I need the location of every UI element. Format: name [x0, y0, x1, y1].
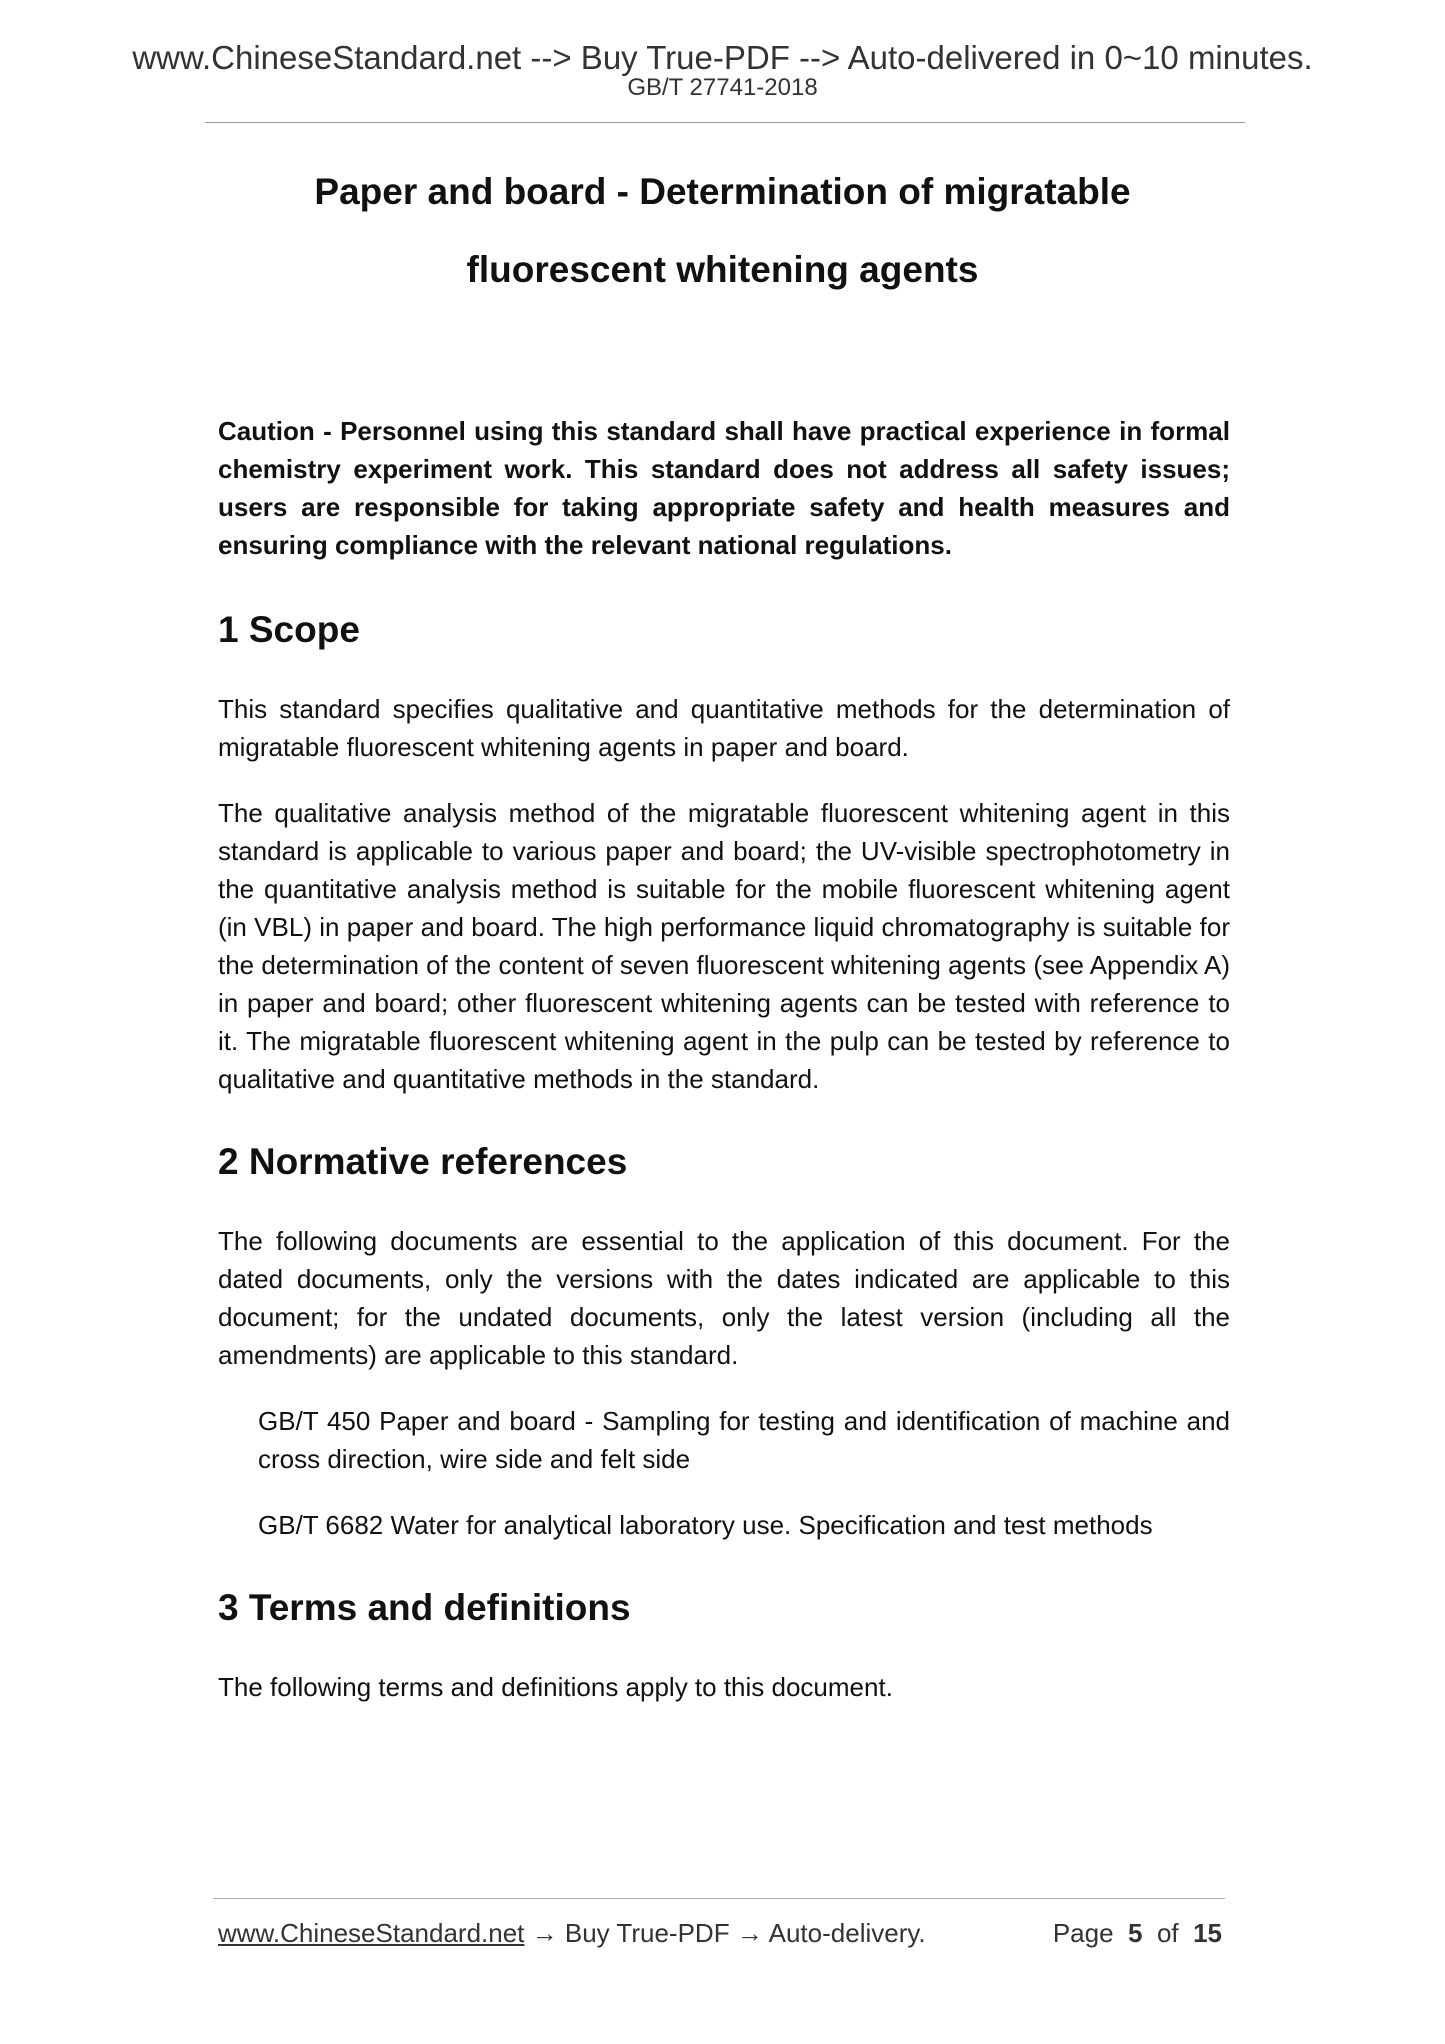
- header-divider: [205, 122, 1245, 123]
- document-title-line-1: Paper and board - Determination of migratable: [314, 171, 1131, 212]
- arrow-right-icon: →: [531, 1918, 558, 1948]
- footer-delivery-text: Auto-delivery.: [768, 1918, 926, 1948]
- document-number: GB/T 27741-2018: [627, 74, 818, 101]
- scope-paragraph-2: The qualitative analysis method of the migratable fluorescent whitening agent in this standard is applicable to various paper and board; the UV-visible spectrophotometry in the quantitative analysis method is suitable for the mobile fluorescent whitening agent (in VBL) in paper and board. The high performance liquid chromatography is suitable for the determination of the content of seven fluorescent whitening agents (see Appendix A) in paper and board; other fluorescent whitening agents can be tested with reference to it. The migratable fluorescent whitening agent in the pulp can be tested by reference to qualitative and quantitative methods in the standard.: [218, 798, 1230, 1094]
- section-3-heading: 3 Terms and definitions: [218, 1587, 631, 1628]
- reference-item: GB/T 450 Paper and board - Sampling for testing and identification of machine and cross direction, wire side and felt side: [258, 1406, 1230, 1474]
- reference-item: GB/T 6682 Water for analytical laboratory use. Specification and test methods: [258, 1510, 1153, 1540]
- document-title-line-2: fluorescent whitening agents: [466, 249, 979, 290]
- total-pages-number: 15: [1193, 1918, 1222, 1948]
- page-label: Page: [1052, 1918, 1114, 1948]
- scope-paragraph-1: This standard specifies qualitative and quantitative methods for the determination of migratable fluorescent whitening agents in paper and board.: [218, 694, 1230, 762]
- of-label: of: [1156, 1918, 1179, 1948]
- section-2-heading: 2 Normative references: [218, 1141, 628, 1182]
- section-1-heading: 1 Scope: [218, 609, 360, 650]
- footer-divider: [213, 1898, 1225, 1899]
- normative-references-intro: The following documents are essential to the application of this document. For the dated documents, only the versions with the dates indicated are applicable to this document; for the undated documents, only the latest version (including all the amendments) are applicable to this standard.: [218, 1226, 1230, 1370]
- header-banner: www.ChineseStandard.net --> Buy True-PDF --> Auto-delivered in 0~10 minutes.: [132, 39, 1313, 76]
- current-page-number: 5: [1128, 1918, 1143, 1948]
- footer-promo: [218, 1916, 926, 1950]
- caution-paragraph: Caution - Personnel using this standard shall have practical experience in formal chemistry experiment work. This standard does not address all safety issues; users are responsible for taking appropriate safety and health measures and ensuring compliance with the relevant national regulations.: [218, 416, 1230, 560]
- page-indicator: [1053, 1916, 1222, 1950]
- arrow-right-icon: →: [736, 1918, 763, 1948]
- footer-website-link[interactable]: www.ChineseStandard.net: [218, 1918, 525, 1948]
- document-body: [218, 412, 1230, 1706]
- terms-intro: The following terms and definitions apply to this document.: [218, 1672, 893, 1702]
- footer-buy-text: Buy True-PDF: [564, 1918, 730, 1948]
